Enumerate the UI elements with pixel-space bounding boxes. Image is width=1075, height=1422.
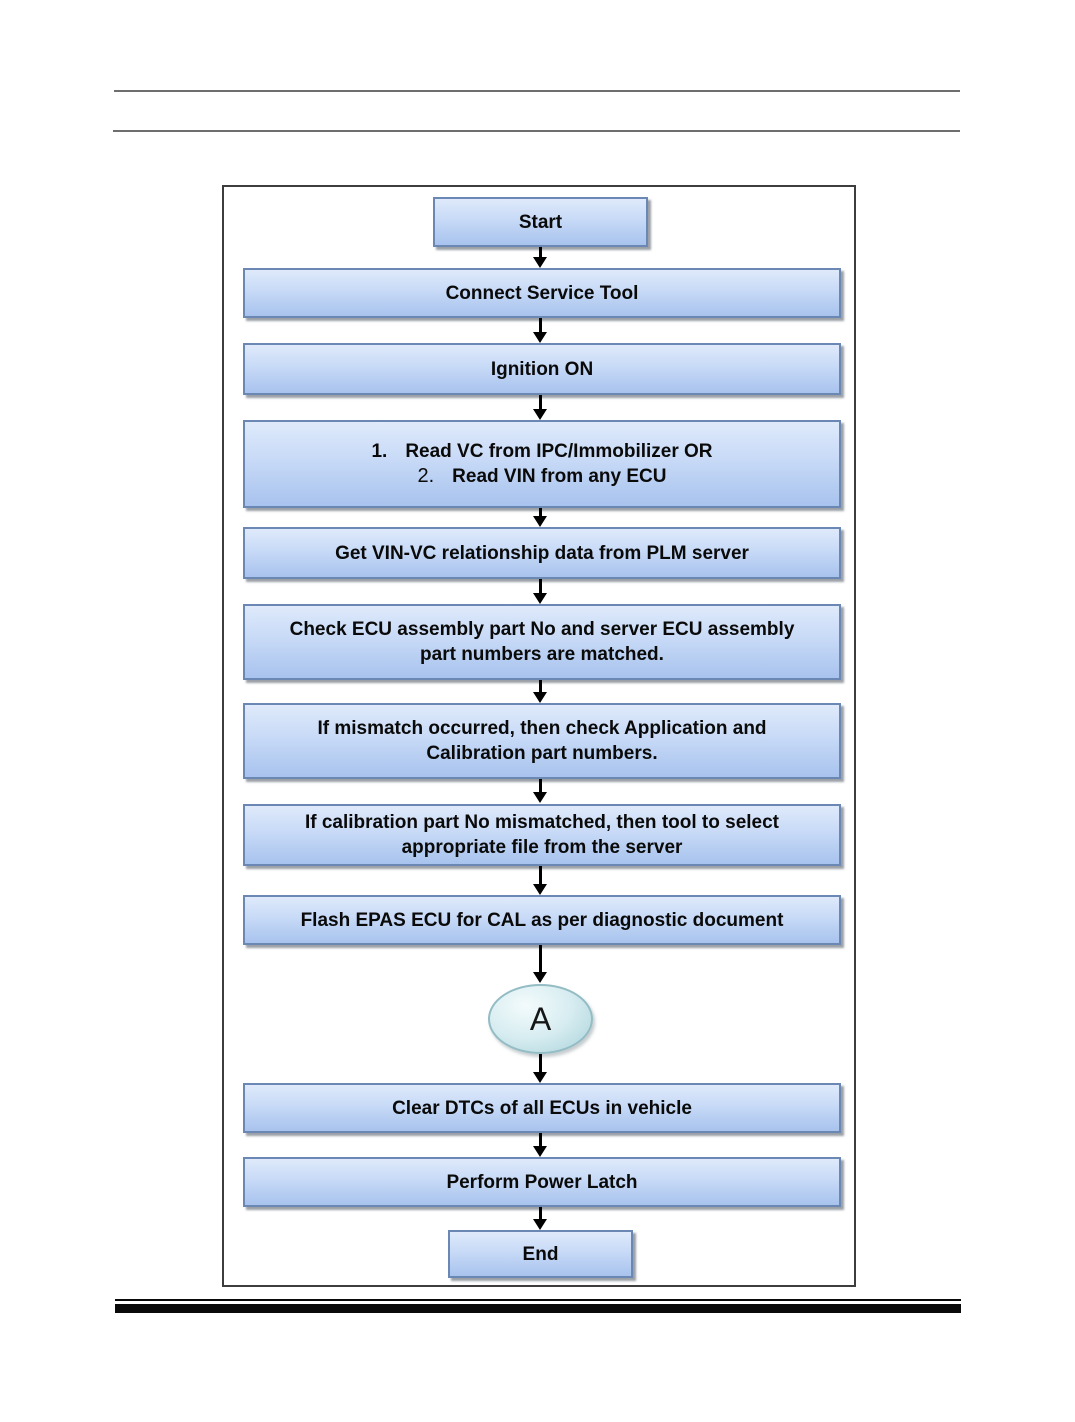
node-label: Perform Power Latch [446, 1171, 638, 1193]
flow-node-get-vin-vc [243, 527, 841, 579]
list-text: Read VC from IPC/Immobilizer OR [405, 441, 713, 462]
flow-node-check-ecu-assembly [243, 604, 841, 680]
flow-connector-a [488, 984, 593, 1054]
flow-node-read-vc-or-vin [243, 420, 841, 508]
node-label: part numbers are matched. [420, 644, 664, 665]
footer-rule-thin [115, 1299, 961, 1301]
node-label: Connect Service Tool [445, 282, 639, 304]
node-label: Check ECU assembly part No and server ECU assembly [289, 619, 795, 640]
node-label: End [522, 1243, 559, 1265]
node-label: Calibration part numbers. [426, 743, 658, 764]
node-label: Ignition ON [490, 358, 594, 380]
flow-arrow-down [532, 680, 548, 703]
node-label: If mismatch occurred, then check Application and [317, 718, 767, 739]
node-label: If calibration part No mismatched, then tool to select [304, 812, 780, 833]
flow-arrow-down [532, 395, 548, 420]
flow-arrow-down [532, 318, 548, 343]
node-label: Get VIN-VC relationship data from PLM server [335, 542, 749, 564]
flow-arrow-down [532, 866, 548, 895]
flow-node-start [433, 197, 648, 247]
flow-arrow-down [532, 247, 548, 268]
header-rule-bottom [113, 130, 960, 132]
header-rule-top [114, 90, 960, 92]
flow-node-calibration-select [243, 804, 841, 866]
flow-node-ignition-on [243, 343, 841, 395]
connector-label: A [529, 1000, 552, 1037]
node-label: Clear DTCs of all ECUs in vehicle [392, 1097, 692, 1119]
flow-arrow-down [532, 508, 548, 527]
footer-rule-thick [115, 1304, 961, 1313]
flow-arrow-down [532, 779, 548, 803]
flow-arrow-down [532, 945, 548, 983]
flow-node-perform-power-latch [243, 1157, 841, 1207]
node-label: appropriate file from the server [401, 837, 683, 858]
flow-node-flash-epas [243, 895, 841, 945]
node-list-item [417, 464, 666, 489]
flow-node-mismatch-check [243, 703, 841, 779]
flow-node-end [448, 1230, 633, 1278]
flow-node-connect-service-tool [243, 268, 841, 318]
list-number: 1. [371, 441, 388, 462]
flow-arrow-down [532, 1133, 548, 1157]
flow-arrow-down [532, 579, 548, 604]
flow-node-clear-dtcs [243, 1083, 841, 1133]
flow-arrow-down [532, 1207, 548, 1230]
node-label: Flash EPAS ECU for CAL as per diagnostic document [300, 909, 784, 931]
node-label: Start [518, 211, 563, 233]
node-list-item [371, 439, 712, 464]
list-number: 2. [417, 465, 435, 487]
flow-arrow-down [532, 1054, 548, 1083]
list-text: Read VIN from any ECU [452, 466, 667, 487]
